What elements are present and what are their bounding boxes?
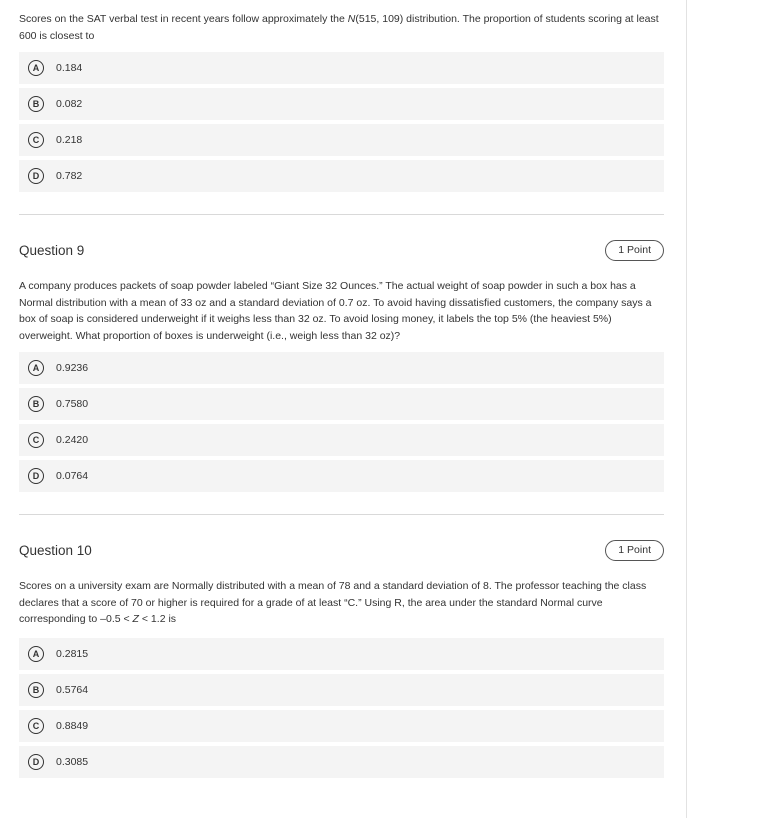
option-letter-badge: D [28, 168, 44, 184]
option-value: 0.2815 [56, 647, 89, 660]
option-letter-badge: A [28, 60, 44, 76]
question-9-header [19, 239, 664, 261]
option-value: 0.218 [56, 134, 83, 146]
question-9-option-b[interactable] [19, 388, 664, 420]
question-divider [19, 214, 664, 215]
option-value: 0.5764 [56, 683, 89, 696]
option-letter-badge: A [28, 646, 44, 662]
question-10-title: Question 10 [19, 542, 92, 558]
question-9-title: Question 9 [19, 242, 85, 258]
option-value: 0.184 [56, 62, 83, 74]
option-value: 0.8849 [56, 719, 89, 732]
option-letter-badge: D [28, 754, 44, 770]
question-10-option-a[interactable] [19, 638, 664, 670]
question-8-option-c[interactable] [19, 124, 664, 156]
question-10-options [19, 638, 664, 778]
question-divider [19, 514, 664, 515]
option-letter-badge: B [28, 396, 44, 412]
question-10-option-b[interactable] [19, 674, 664, 706]
question-10-header [19, 539, 664, 561]
option-value: 0.7580 [56, 398, 89, 410]
question-9-option-c[interactable] [19, 424, 664, 456]
question-8-option-a[interactable] [19, 52, 664, 84]
question-10-option-d[interactable] [19, 746, 664, 778]
option-value: 0.2420 [56, 434, 89, 446]
option-letter-badge: C [28, 132, 44, 148]
question-10-prompt: Scores on a university exam are Normally distributed with a mean of 78 and a standard deviation of 8. The professor teaching the class declares that a score of 70 or higher is required for a grade of at least “C.” Using R, the area under the standard Normal curve corresponding to –0.5 < Z < 1.2 is [19, 580, 647, 625]
question-8-option-d[interactable] [19, 160, 664, 192]
question-9-points-badge: 1 Point [605, 240, 664, 261]
option-letter-badge: A [28, 360, 44, 376]
option-letter-badge: C [28, 718, 44, 734]
question-8-prompt: Scores on the SAT verbal test in recent years follow approximately the N(515, 109) distribution. The proportion of students scoring at least 600 is closest to [19, 13, 659, 42]
option-letter-badge: B [28, 682, 44, 698]
right-panel-divider [686, 0, 687, 818]
quiz-content [19, 0, 664, 782]
question-10-points-badge: 1 Point [605, 540, 664, 561]
option-letter-badge: D [28, 468, 44, 484]
option-value: 0.782 [56, 170, 83, 182]
question-8-option-b[interactable] [19, 88, 664, 120]
option-value: 0.9236 [56, 362, 89, 374]
option-value: 0.0764 [56, 470, 89, 482]
question-9-options [19, 352, 664, 492]
option-letter-badge: C [28, 432, 44, 448]
option-letter-badge: B [28, 96, 44, 112]
option-value: 0.082 [56, 98, 83, 110]
question-9-option-a[interactable] [19, 352, 664, 384]
question-10-option-c[interactable] [19, 710, 664, 742]
question-9-prompt: A company produces packets of soap powder labeled “Giant Size 32 Ounces.” The actual weight of soap powder in such a box has a Normal distribution with a mean of 33 oz and a standard deviation of 0.7 oz. To avoid having dissatisfied customers, the company says a box of soap is considered underweight if it weighs less than 32 oz. To avoid losing money, it labels the top 5% (the heaviest 5%) overweight. What proportion of boxes is underweight (i.e., weigh less than 32 oz)? [19, 280, 652, 342]
question-8-options [19, 52, 664, 192]
question-9-option-d[interactable] [19, 460, 664, 492]
option-value: 0.3085 [56, 755, 89, 768]
